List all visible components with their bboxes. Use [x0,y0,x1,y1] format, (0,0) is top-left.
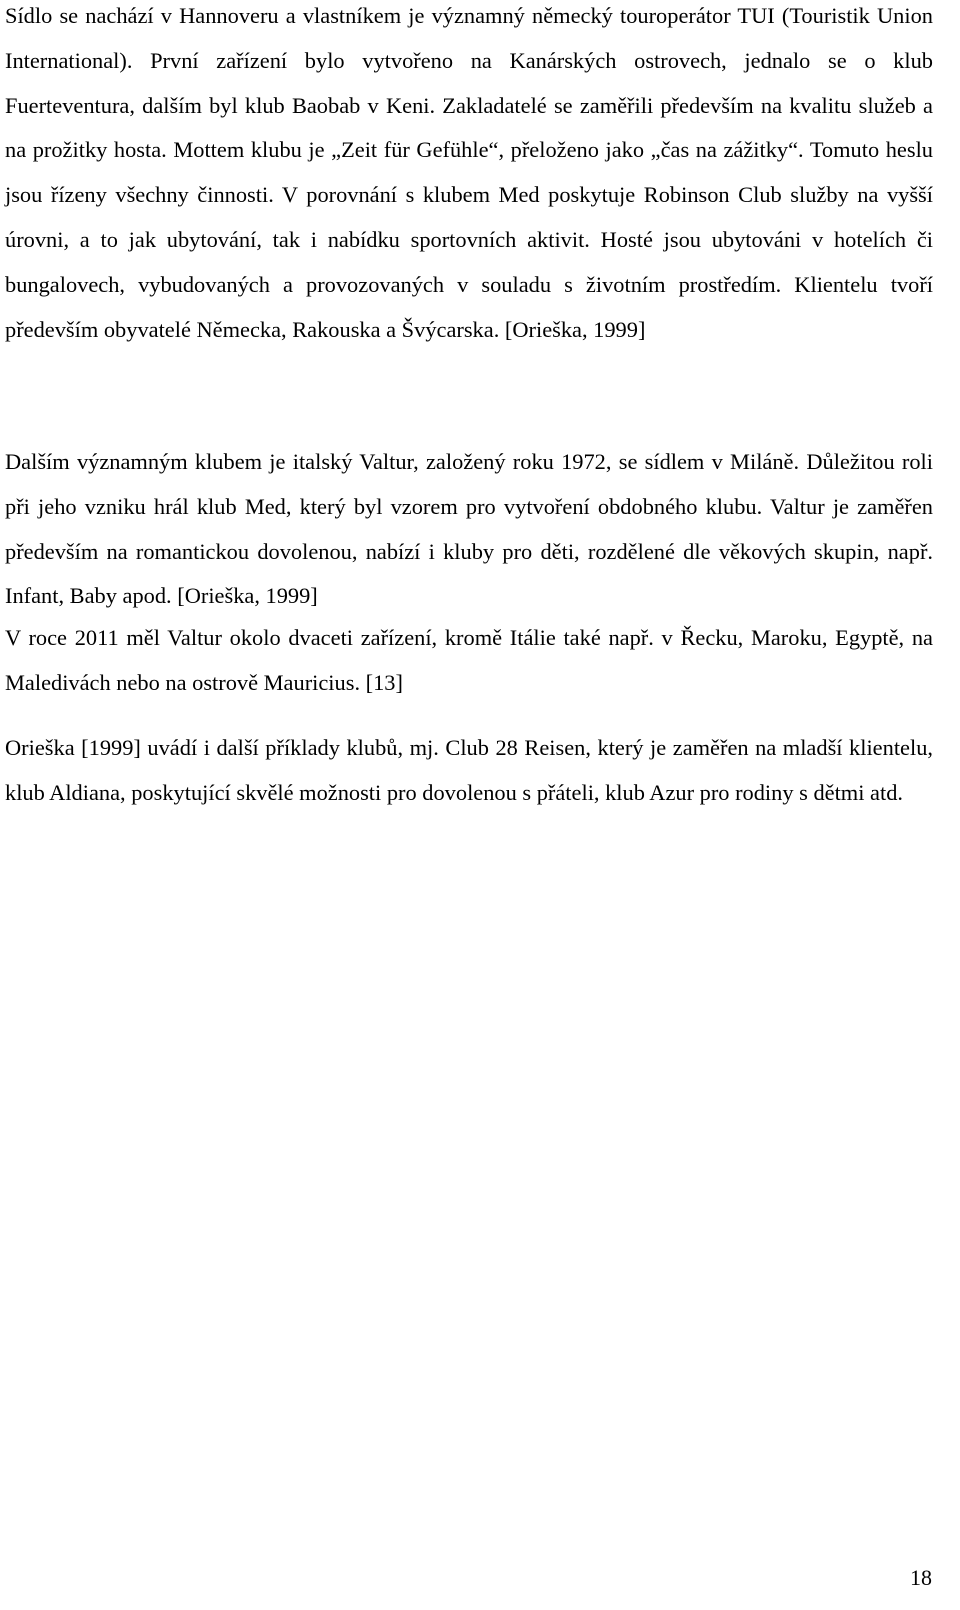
page-number: 18 [910,1565,932,1590]
paragraph-other-clubs: Orieška [1999] uvádí i další příklady klubů, mj. Club 28 Reisen, který je zaměřen na mladší klientelu, klub Aldiana, poskytující skvělé možnosti pro dovolenou s přáteli, klub Azur pro rodiny s dětmi atd. [5,735,933,805]
paragraph-valtur-intro: Dalším významným klubem je italský Valtur, založený roku 1972, se sídlem v Miláně. Důležitou roli při jeho vzniku hrál klub Med, který byl vzorem pro vytvoření obdobného klubu. Valtur je zaměřen především na romantickou dovolenou, nabízí i kluby pro děti, rozdělené dle věkových skupin, např. Infant, Baby apod. [Orieška, 1999] [5,449,933,609]
paragraph-robinson-club: Sídlo se nachází v Hannoveru a vlastníkem je významný německý touroperátor TUI (Touristik Union International). První zařízení bylo vytvořeno na Kanárských ostrovech, jednalo se o klub Fuerteventura, dalším byl klub Baobab v Keni. Zakladatelé se zaměřili především na kvalitu služeb a na prožitky hosta. Mottem klubu je „Zeit für Gefühle“, přeloženo jako „čas na zážitky“. Tomuto heslu jsou řízeny všechny činnosti. V porovnání s klubem Med poskytuje Robinson Club služby na vyšší úrovni, a to jak ubytování, tak i nabídku sportovních aktivit. Hosté jsou ubytováni v hotelích či bungalovech, vybudovaných a provozovaných v souladu s životním prostředím. Klientelu tvoří především obyvatelé Německa, Rakouska a Švýcarska. [Orieška, 1999] [5,3,933,342]
paragraph-valtur-2011: V roce 2011 měl Valtur okolo dvaceti zařízení, kromě Itálie také např. v Řecku, Maroku, Egyptě, na Maledivách nebo na ostrově Mauricius. [13] [5,625,933,695]
